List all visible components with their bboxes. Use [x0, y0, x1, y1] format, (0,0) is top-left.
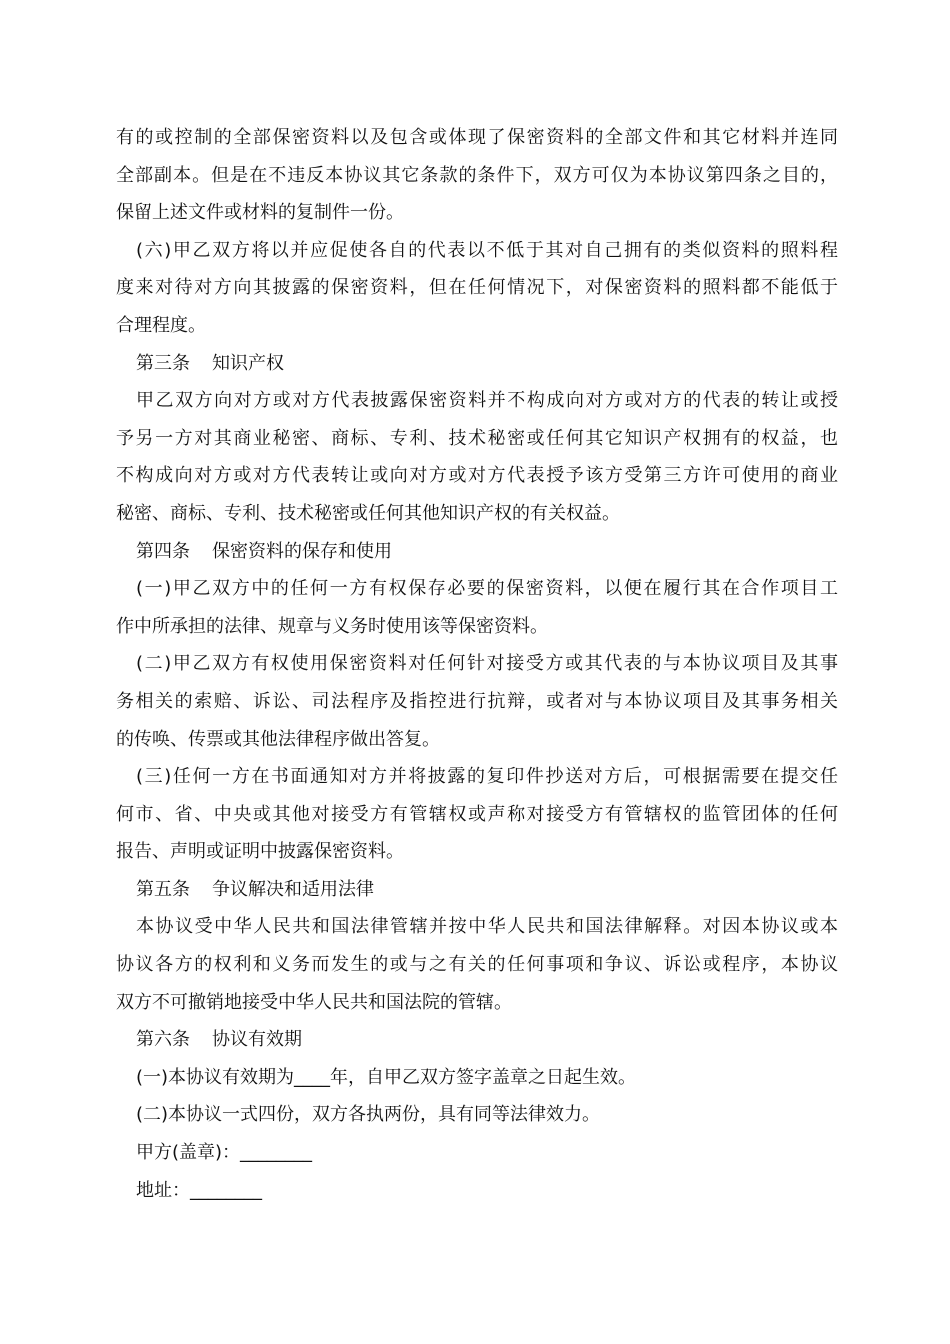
- text-line: 不构成向对方或对方代表转让或向对方或对方代表授予该方受第三方许可使用的商业: [116, 465, 838, 487]
- article-3-heading: [116, 345, 838, 383]
- text-line: 有的或控制的全部保密资料以及包含或体现了保密资料的全部文件和其它材料并连同: [116, 127, 838, 148]
- text-line: 予另一方对其商业秘密、商标、专利、技术秘密或任何其它知识产权拥有的权益，也: [116, 427, 838, 449]
- clause-6-line: (六)甲乙双方将以并应促使各自的代表以不低于其对自己拥有的类似资料的照料程: [136, 239, 838, 261]
- text-line: 协议各方的权利和义务而发生的或与之有关的任何事项和争议、诉讼或程序，本协议: [116, 954, 838, 976]
- article-number: 第四条: [136, 540, 190, 562]
- text-line: 务相关的索赔、诉讼、司法程序及指控进行抗辩，或者对与本协议项目及其事务相关: [116, 690, 838, 712]
- article-number: 第三条: [136, 352, 190, 374]
- text-line: 作中所承担的法律、规章与义务时使用该等保密资料。: [116, 615, 548, 637]
- text-line: 全部副本。但是在不违反本协议其它条款的条件下，双方可仅为本协议第四条之目的，: [116, 164, 838, 186]
- address-line: 地址：________: [136, 1179, 262, 1201]
- clause-1-line: (一)甲乙双方中的任何一方有权保存必要的保密资料，以便在履行其在合作项目工: [136, 578, 838, 600]
- text-line: 本协议受中华人民共和国法律管辖并按中华人民共和国法律解释。对因本协议或本: [136, 916, 838, 938]
- text-line: 报告、声明或证明中披露保密资料。: [116, 841, 404, 863]
- text-line: 何市、省、中央或其他对接受方有管辖权或声称对接受方有管辖权的监管团体的任何: [116, 803, 838, 825]
- clause-2-line: (二)本协议一式四份，双方各执两份，具有同等法律效力。: [136, 1104, 601, 1126]
- clause-1-line: (一)本协议有效期为____年，自甲乙双方签字盖章之日起生效。: [136, 1066, 637, 1088]
- article-5-heading: [116, 871, 838, 909]
- article-title: 争议解决和适用法律: [212, 878, 374, 900]
- document-body: [116, 119, 838, 1209]
- text-line: 甲乙双方向对方或对方代表披露保密资料并不构成向对方或对方的代表的转让或授: [136, 390, 838, 412]
- article-4-heading: [116, 533, 838, 571]
- article-number: 第五条: [136, 878, 190, 900]
- text-line: 度来对待对方向其披露的保密资料，但在任何情况下，对保密资料的照料都不能低于: [116, 277, 838, 299]
- text-line: 保留上述文件或材料的复制件一份。: [116, 202, 404, 224]
- clause-3-line: (三)任何一方在书面通知对方并将披露的复印件抄送对方后，可根据需要在提交任: [136, 766, 838, 788]
- article-number: 第六条: [136, 1029, 190, 1051]
- article-title: 协议有效期: [212, 1029, 302, 1051]
- clause-2-line: (二)甲乙双方有权使用保密资料对任何针对接受方或其代表的与本协议项目及其事: [136, 653, 838, 675]
- text-line: 合理程度。: [116, 314, 206, 336]
- text-line: 秘密、商标、专利、技术秘密或任何其他知识产权的有关权益。: [116, 502, 620, 524]
- article-title: 知识产权: [212, 352, 284, 374]
- text-line: 双方不可撤销地接受中华人民共和国法院的管辖。: [116, 991, 512, 1013]
- text-line: 的传唤、传票或其他法律程序做出答复。: [116, 728, 440, 750]
- party-a-seal-line: 甲方(盖章)：________: [136, 1142, 313, 1164]
- article-6-heading: [116, 1021, 838, 1059]
- article-title: 保密资料的保存和使用: [212, 540, 392, 562]
